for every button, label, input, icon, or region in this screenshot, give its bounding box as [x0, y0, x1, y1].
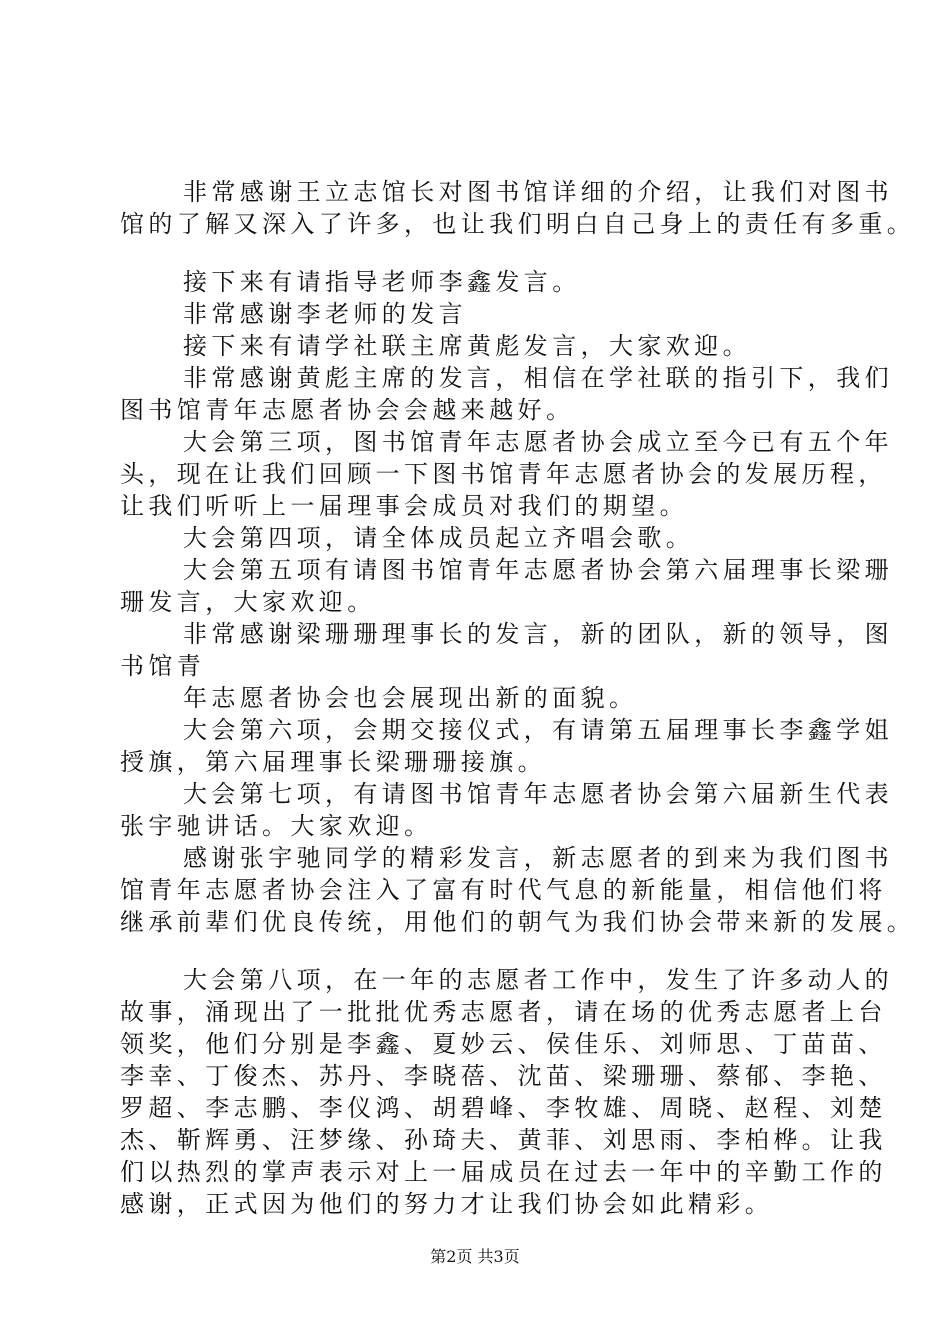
text-line: 接下来有请指导老师李鑫发言。: [183, 268, 581, 296]
page-number: 第2页 共3页: [430, 1247, 520, 1266]
text-line: 授旗，第六届理事长梁珊珊接旗。: [120, 748, 546, 776]
text-line: 大会第五项有请图书馆青年志愿者协会第六届理事长梁珊: [183, 556, 893, 584]
text-line: 李幸、丁俊杰、苏丹、李晓蓓、沈苗、梁珊珊、蔡郁、李艳、: [120, 1062, 887, 1090]
text-line: 让我们听听上一届理事会成员对我们的期望。: [120, 492, 688, 520]
text-line: 非常感谢梁珊珊理事长的发言，新的团队，新的领导，图: [183, 620, 893, 648]
text-line: 接下来有请学社联主席黄彪发言，大家欢迎。: [183, 332, 751, 360]
text-line: 们以热烈的掌声表示对上一届成员在过去一年中的辛勤工作的: [120, 1158, 887, 1186]
text-line: 大会第三项，图书馆青年志愿者协会成立至今已有五个年: [183, 428, 893, 456]
text-line: 馆的了解又深入了许多，也让我们明白自己身上的责任有多重。: [120, 210, 916, 238]
text-line: 非常感谢王立志馆长对图书馆详细的介绍，让我们对图书: [183, 178, 893, 206]
text-line: 感谢，正式因为他们的努力才让我们协会如此精彩。: [120, 1190, 774, 1218]
text-line: 非常感谢黄彪主席的发言，相信在学社联的指引下，我们: [183, 364, 893, 392]
text-line: 大会第六项，会期交接仪式，有请第五届理事长李鑫学姐: [183, 716, 893, 744]
text-line: 大会第四项，请全体成员起立齐唱会歌。: [183, 524, 695, 552]
text-line: 故事，涌现出了一批批优秀志愿者，请在场的优秀志愿者上台: [120, 998, 887, 1026]
text-line: 书馆青: [120, 652, 206, 680]
text-line: 张宇驰讲话。大家欢迎。: [120, 812, 433, 840]
text-line: 杰、靳辉勇、汪梦缘、孙琦夫、黄菲、刘思雨、李柏桦。让我: [120, 1126, 887, 1154]
text-line: 图书馆青年志愿者协会会越来越好。: [120, 396, 575, 424]
text-line: 馆青年志愿者协会注入了富有时代气息的新能量，相信他们将: [120, 876, 887, 904]
text-line: 年志愿者协会也会展现出新的面貌。: [183, 684, 638, 712]
text-line: 罗超、李志鹏、李仪鸿、胡碧峰、李牧雄、周晓、赵程、刘楚: [120, 1094, 887, 1122]
text-line: 领奖，他们分别是李鑫、夏妙云、侯佳乐、刘师思、丁苗苗、: [120, 1030, 887, 1058]
text-line: 珊发言，大家欢迎。: [120, 588, 376, 616]
text-line: 大会第八项，在一年的志愿者工作中，发生了许多动人的: [183, 966, 893, 994]
text-line: 继承前辈们优良传统，用他们的朝气为我们协会带来新的发展。: [120, 908, 916, 936]
text-line: 非常感谢李老师的发言: [183, 300, 467, 328]
text-line: 感谢张宇驰同学的精彩发言，新志愿者的到来为我们图书: [183, 844, 893, 872]
text-line: 头，现在让我们回顾一下图书馆青年志愿者协会的发展历程，: [120, 460, 887, 488]
text-line: 大会第七项，有请图书馆青年志愿者协会第六届新生代表: [183, 780, 893, 808]
